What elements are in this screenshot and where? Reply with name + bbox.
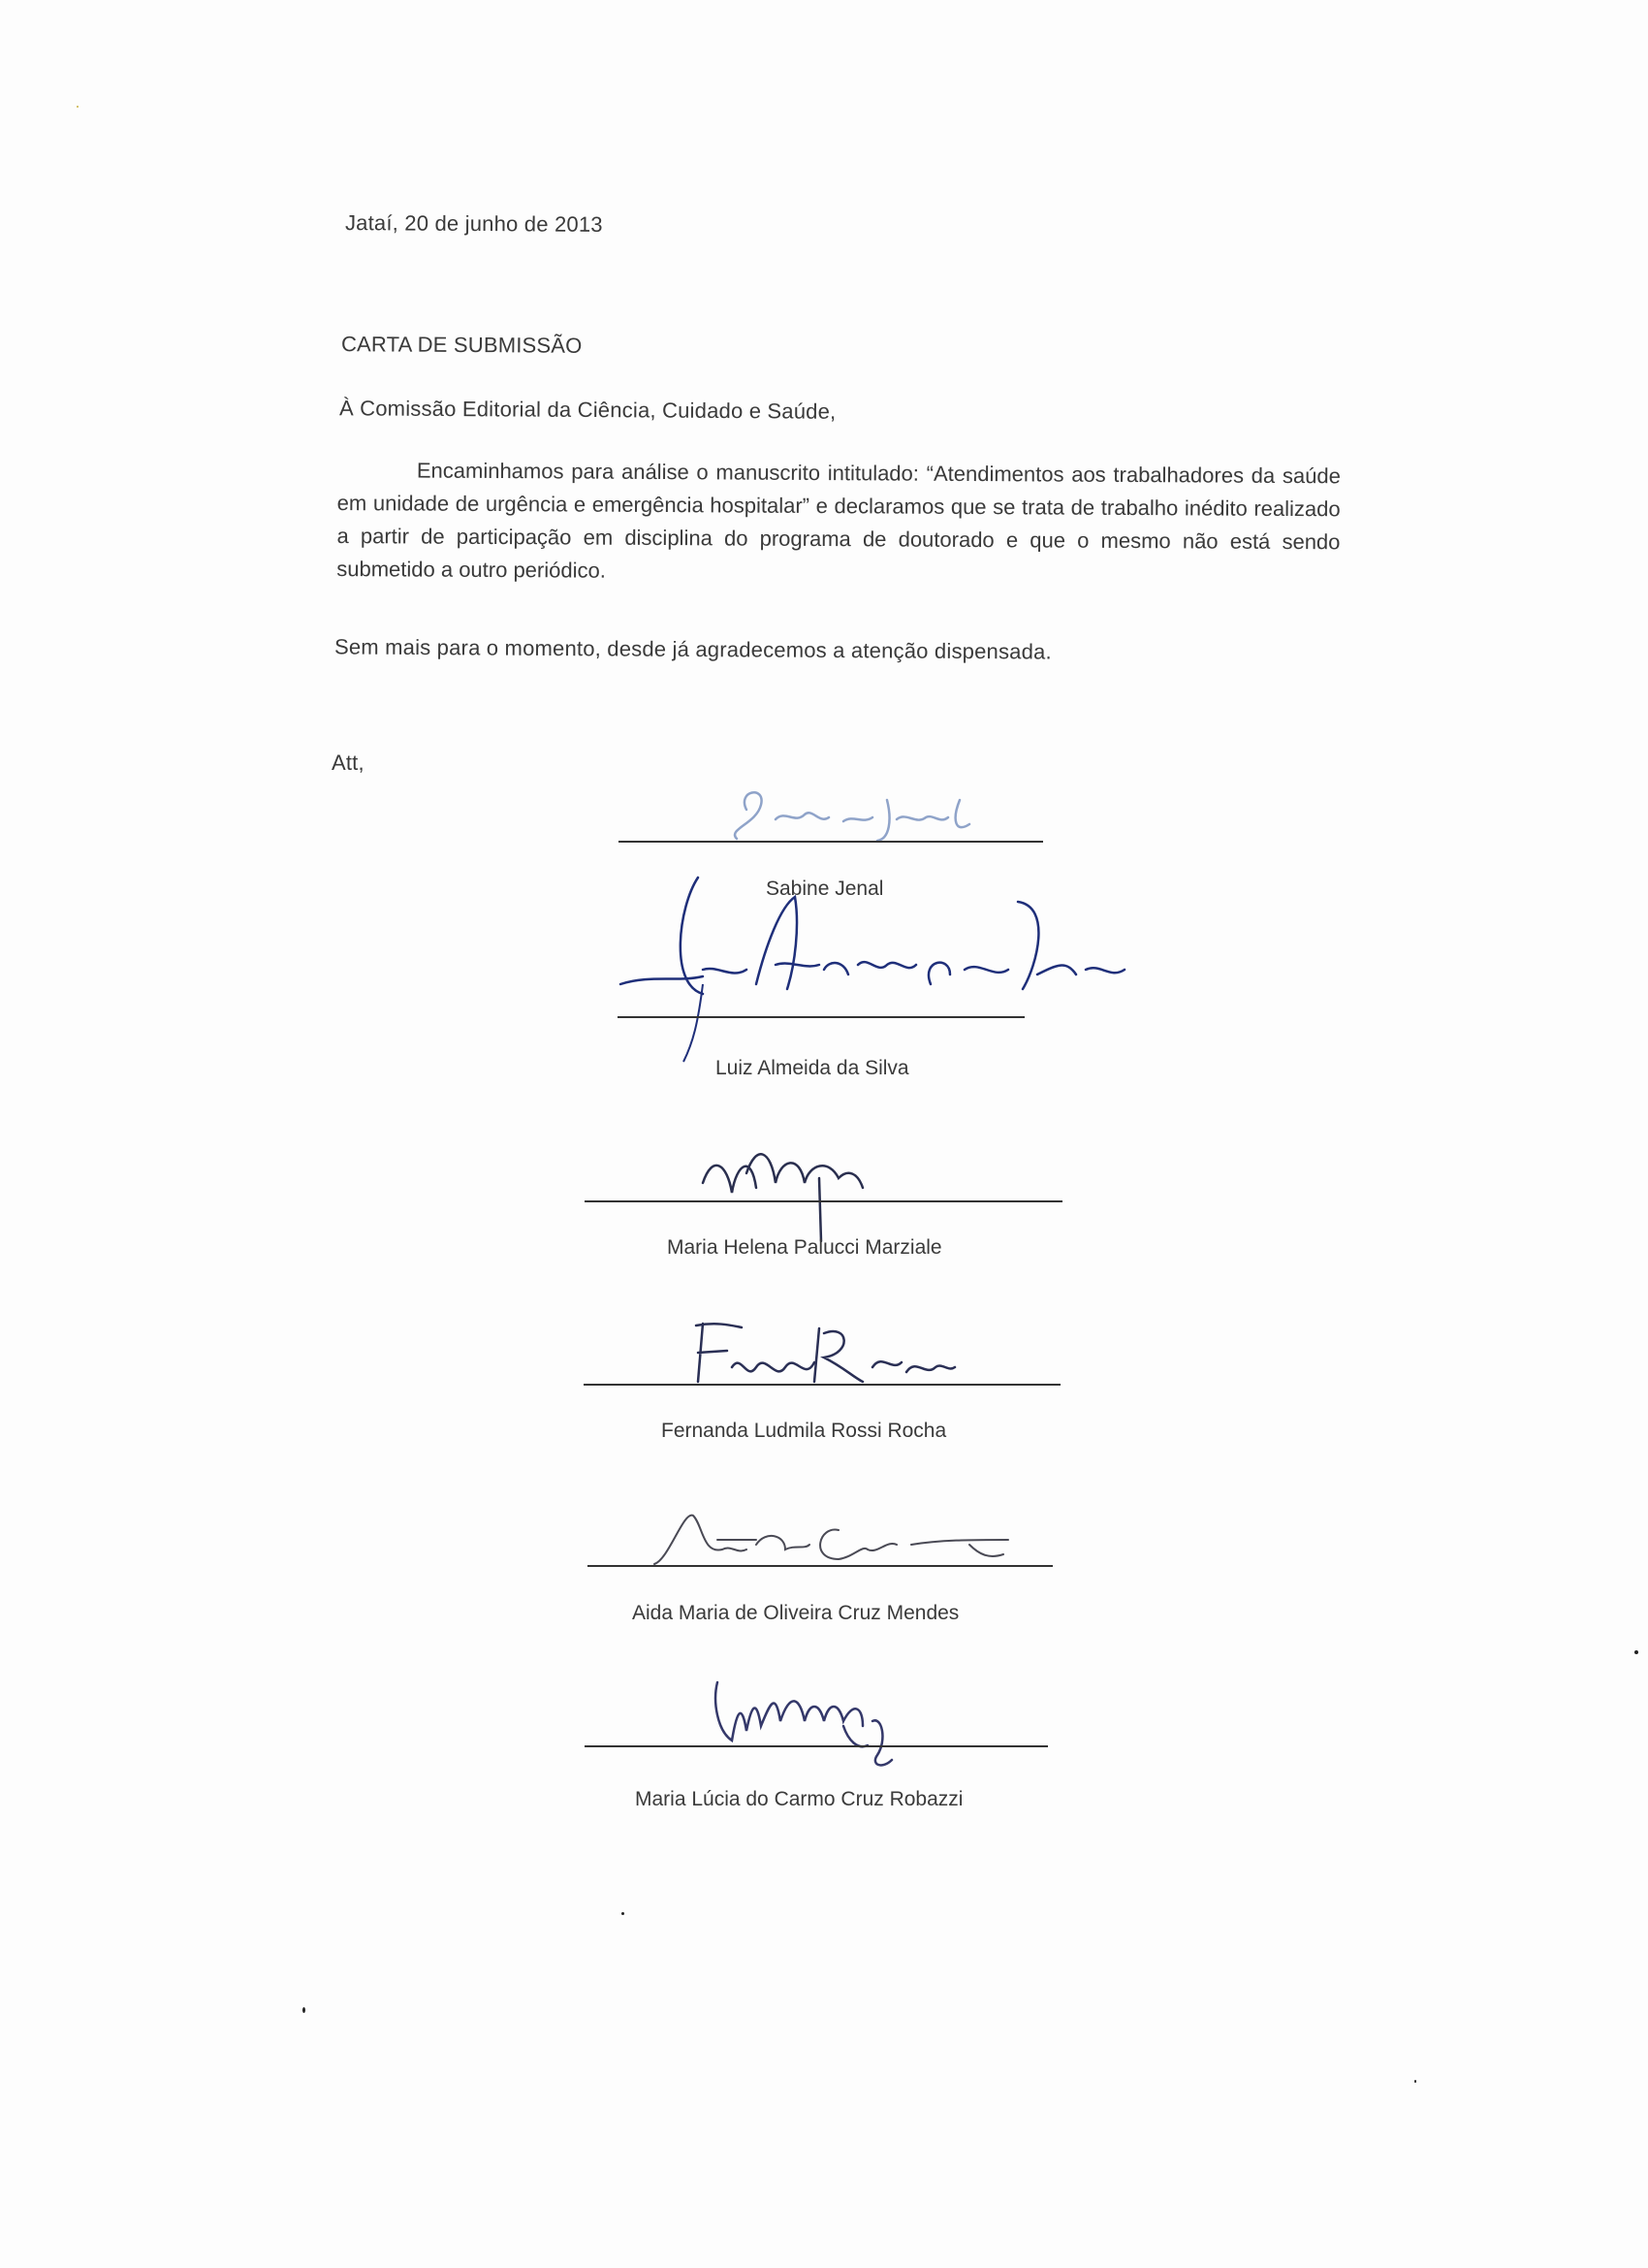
signer-name: Sabine Jenal	[766, 878, 884, 900]
handwritten-signature	[698, 1663, 931, 1779]
handwritten-signature	[698, 771, 1008, 848]
scan-speck	[1414, 2080, 1416, 2083]
scan-speck	[302, 2007, 305, 2013]
closing-line: Sem mais para o momento, desde já agradecemos a atenção dispensada.	[333, 634, 1052, 664]
letter-body: Encaminhamos para análise o manuscrito intitulado: “Atendimentos aos trabalhadores da saúde em unidade de urgência e emergência hospitalar” e declaramos que se trata de trabalho inédito realizado a partir de participação em disciplina do programa de doutorado e que o mesmo não está sendo submetido a outro periódico.	[336, 458, 1341, 583]
letter-title: CARTA DE SUBMISSÃO	[340, 332, 583, 358]
signer-name: Fernanda Ludmila Rossi Rocha	[661, 1420, 947, 1442]
salutation: À Comissão Editorial da Ciência, Cuidado e Saúde,	[338, 396, 837, 424]
scan-speck	[1634, 1650, 1638, 1654]
signer-name: Maria Lúcia do Carmo Cruz Robazzi	[635, 1788, 964, 1810]
att-line: Att,	[332, 751, 364, 775]
scan-speck	[621, 1912, 624, 1915]
handwritten-signature	[688, 1314, 960, 1391]
handwritten-signature	[611, 868, 1134, 1071]
handwritten-signature	[650, 1501, 1037, 1579]
scan-speck	[77, 106, 79, 108]
signer-name: Luiz Almeida da Silva	[715, 1057, 909, 1079]
signer-name: Aida Maria de Oliveira Cruz Mendes	[632, 1602, 960, 1624]
date-line: Jataí, 20 de junho de 2013	[344, 210, 603, 237]
handwritten-signature	[693, 1134, 887, 1251]
signer-name: Maria Helena Palucci Marziale	[667, 1236, 942, 1259]
